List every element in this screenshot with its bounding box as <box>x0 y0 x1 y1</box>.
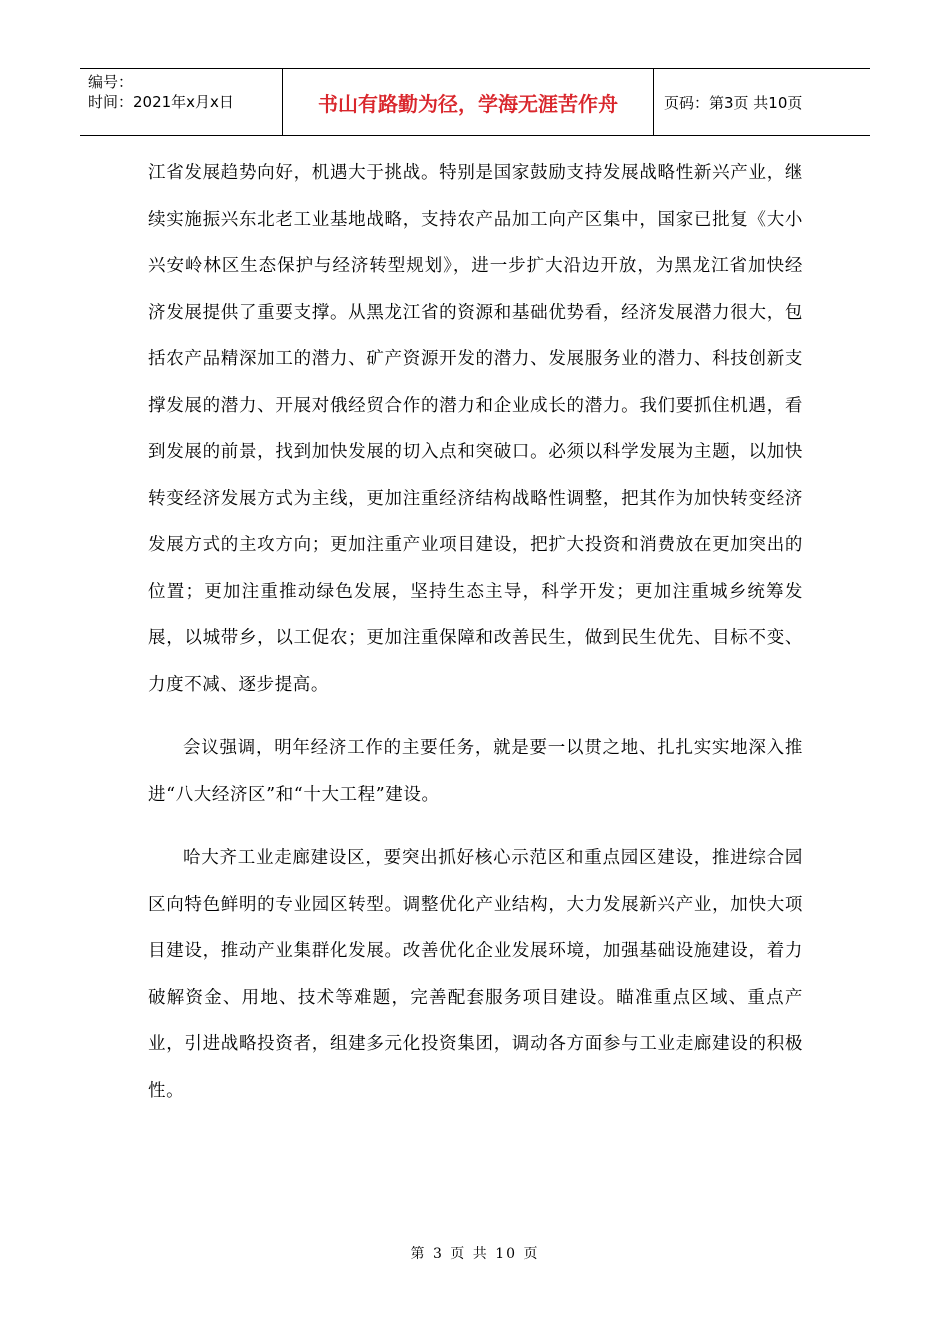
number-label: 编号： <box>88 73 134 91</box>
header-meta <box>80 69 282 135</box>
paragraph-3: 哈大齐工业走廊建设区，要突出抓好核心示范区和重点园区建设，推进综合园区向特色鲜明的专业园区转型。调整优化产业结构，大力发展新兴产业，加快大项目建设，推动产业集群化发展。改善优化企业发展环境，加强基础设施建设，着力破解资金、用地、技术等难题，完善配套服务项目建设。瞄准重点区域、重点产业，引进战略投资者，组建多元化投资集团，调动各方面参与工业走廊建设的积极性。 <box>148 848 803 1101</box>
paragraph-1: 江省发展趋势向好，机遇大于挑战。特别是国家鼓励支持发展战略性新兴产业，继续实施振兴东北老工业基地战略，支持农产品加工向产区集中，国家已批复《大小兴安岭林区生态保护与经济转型规划》，进一步扩大沿边开放，为黑龙江省加快经济发展提供了重要支撑。从黑龙江省的资源和基础优势看，经济发展潜力很大，包括农产品精深加工的潜力、矿产资源开发的潜力、发展服务业的潜力、科技创新支撑发展的潜力、开展对俄经贸合作的潜力和企业成长的潜力。我们要抓住机遇，看到发展的前景，找到加快发展的切入点和突破口。必须以科学发展为主题，以加快转变经济发展方式为主线，更加注重经济结构战略性调整，把其作为加快转变经济发展方式的主攻方向；更加注重产业项目建设，把扩大投资和消费放在更加突出的位置；更加注重推动绿色发展，坚持生态主导，科学开发；更加注重城乡统筹发展，以城带乡，以工促农；更加注重保障和改善民生，做到民生优先、目标不变、力度不减、逐步提高。 <box>148 163 803 695</box>
paragraph-2: 会议强调，明年经济工作的主要任务，就是要一以贯之地、扎扎实实地深入推进“八大经济区”和“十大工程”建设。 <box>148 738 803 805</box>
header-motto-cell <box>282 69 654 135</box>
page-footer: 第 3 页 共 10 页 <box>410 1246 540 1262</box>
document-body <box>148 150 803 1114</box>
page-label: 页码：第3页 共10页 <box>664 93 803 112</box>
header-page-cell <box>654 69 870 135</box>
page-header <box>80 68 870 136</box>
time-label: 时间：2021年x月x日 <box>88 93 234 111</box>
motto: 书山有路勤为径，学海无涯苦作舟 <box>318 91 618 116</box>
